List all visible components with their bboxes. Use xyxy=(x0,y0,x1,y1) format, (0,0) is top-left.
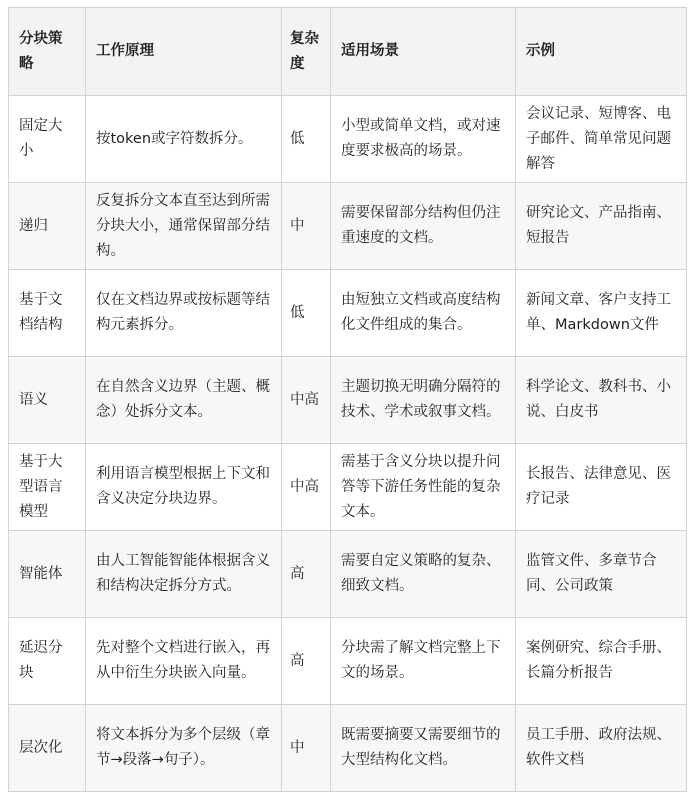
cell-complexity: 高 xyxy=(282,531,331,618)
cell-use-case: 分块需了解文档完整上下文的场景。 xyxy=(331,618,516,705)
cell-examples: 监管文件、多章节合同、公司政策 xyxy=(516,531,687,618)
cell-strategy: 递归 xyxy=(9,183,86,270)
cell-use-case: 由短独立文档或高度结构化文件组成的集合。 xyxy=(331,270,516,357)
cell-principle: 将文本拆分为多个层级（章节→段落→句子）。 xyxy=(86,705,282,792)
cell-strategy: 层次化 xyxy=(9,705,86,792)
cell-complexity: 中高 xyxy=(282,357,331,444)
cell-examples: 长报告、法律意见、医疗记录 xyxy=(516,444,687,531)
cell-principle: 反复拆分文本直至达到所需分块大小，通常保留部分结构。 xyxy=(86,183,282,270)
cell-strategy: 语义 xyxy=(9,357,86,444)
cell-use-case: 需要保留部分结构但仍注重速度的文档。 xyxy=(331,183,516,270)
cell-strategy: 基于大型语言模型 xyxy=(9,444,86,531)
cell-use-case: 既需要摘要又需要细节的大型结构化文档。 xyxy=(331,705,516,792)
cell-examples: 研究论文、产品指南、短报告 xyxy=(516,183,687,270)
cell-use-case: 小型或简单文档，或对速度要求极高的场景。 xyxy=(331,96,516,183)
cell-use-case: 主题切换无明确分隔符的技术、学术或叙事文档。 xyxy=(331,357,516,444)
cell-principle: 在自然含义边界（主题、概念）处拆分文本。 xyxy=(86,357,282,444)
cell-examples: 员工手册、政府法规、软件文档 xyxy=(516,705,687,792)
cell-use-case: 需基于含义分块以提升问答等下游任务性能的复杂文本。 xyxy=(331,444,516,531)
table-row xyxy=(9,444,687,531)
cell-complexity: 中高 xyxy=(282,444,331,531)
table-header-row xyxy=(9,8,687,96)
header-complexity: 复杂度 xyxy=(282,8,331,96)
table-row xyxy=(9,270,687,357)
cell-strategy: 基于文档结构 xyxy=(9,270,86,357)
cell-principle: 先对整个文档进行嵌入，再从中衍生分块嵌入向量。 xyxy=(86,618,282,705)
table-row xyxy=(9,531,687,618)
cell-principle: 利用语言模型根据上下文和含义决定分块边界。 xyxy=(86,444,282,531)
cell-complexity: 中 xyxy=(282,705,331,792)
cell-strategy: 固定大小 xyxy=(9,96,86,183)
cell-complexity: 低 xyxy=(282,96,331,183)
cell-complexity: 高 xyxy=(282,618,331,705)
cell-examples: 案例研究、综合手册、长篇分析报告 xyxy=(516,618,687,705)
cell-principle: 按token或字符数拆分。 xyxy=(86,96,282,183)
cell-complexity: 中 xyxy=(282,183,331,270)
cell-examples: 会议记录、短博客、电子邮件、简单常见问题解答 xyxy=(516,96,687,183)
header-principle: 工作原理 xyxy=(86,8,282,96)
table-row xyxy=(9,183,687,270)
header-strategy: 分块策略 xyxy=(9,8,86,96)
cell-use-case: 需要自定义策略的复杂、细致文档。 xyxy=(331,531,516,618)
table-row xyxy=(9,357,687,444)
cell-examples: 新闻文章、客户支持工单、Markdown文件 xyxy=(516,270,687,357)
table-row xyxy=(9,96,687,183)
table-row xyxy=(9,618,687,705)
cell-principle: 仅在文档边界或按标题等结构元素拆分。 xyxy=(86,270,282,357)
cell-complexity: 低 xyxy=(282,270,331,357)
header-use-cases: 适用场景 xyxy=(331,8,516,96)
cell-principle: 由人工智能智能体根据含义和结构决定拆分方式。 xyxy=(86,531,282,618)
cell-strategy: 智能体 xyxy=(9,531,86,618)
cell-strategy: 延迟分块 xyxy=(9,618,86,705)
cell-examples: 科学论文、教科书、小说、白皮书 xyxy=(516,357,687,444)
table-row xyxy=(9,705,687,792)
chunking-strategy-table xyxy=(8,7,687,792)
header-examples: 示例 xyxy=(516,8,687,96)
strategy-table-container xyxy=(8,7,686,792)
